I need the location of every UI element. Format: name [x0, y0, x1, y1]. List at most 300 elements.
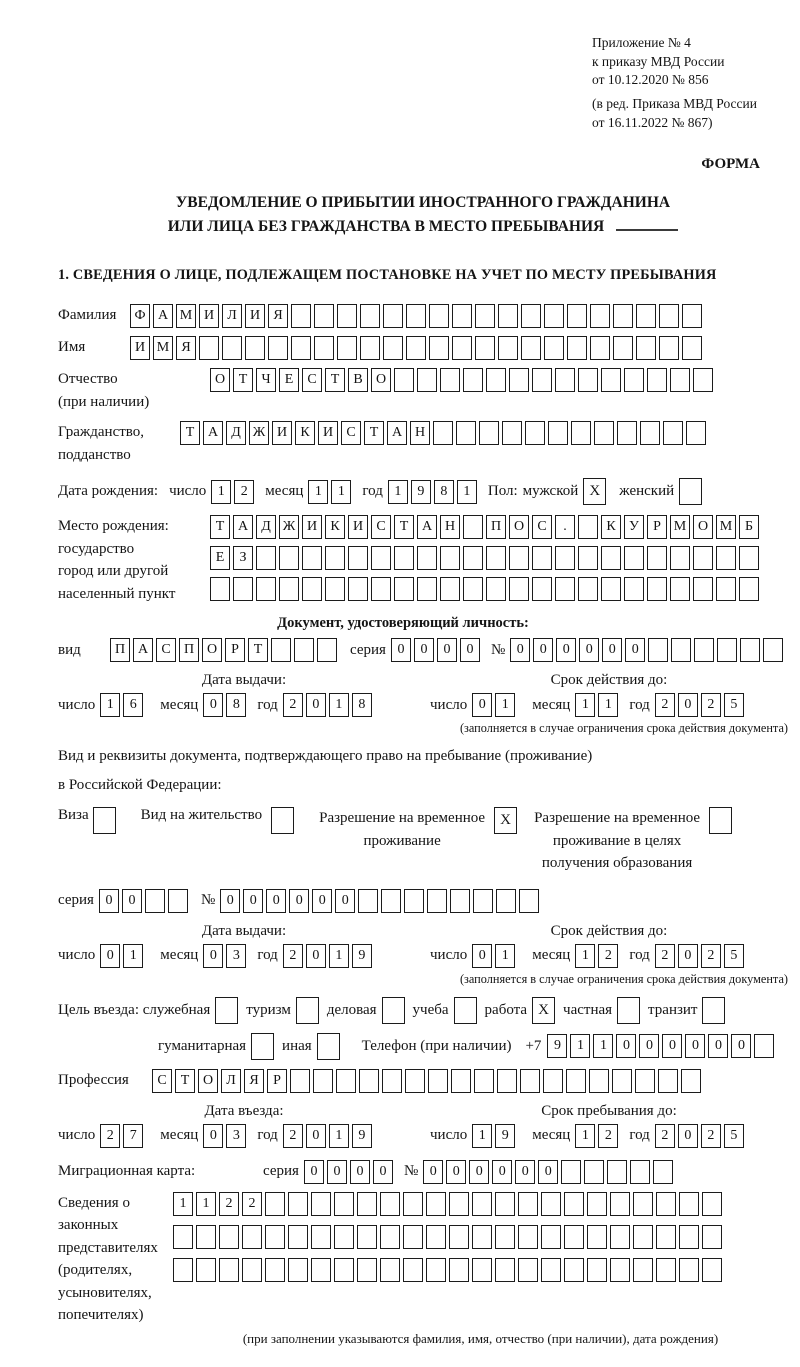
- char-cell[interactable]: [394, 546, 414, 570]
- char-cell[interactable]: [251, 1033, 274, 1060]
- char-cell[interactable]: [541, 1225, 561, 1249]
- char-cell[interactable]: [630, 1160, 650, 1184]
- char-cell[interactable]: Т: [210, 515, 230, 539]
- char-cell[interactable]: 0: [437, 638, 457, 662]
- char-cell[interactable]: [380, 1192, 400, 1216]
- char-cell[interactable]: [348, 577, 368, 601]
- char-cell[interactable]: 0: [304, 1160, 324, 1184]
- char-cell[interactable]: Б: [739, 515, 759, 539]
- char-cell[interactable]: [578, 368, 598, 392]
- char-cell[interactable]: [740, 638, 760, 662]
- char-cell[interactable]: [450, 889, 470, 913]
- char-cell[interactable]: 1: [308, 480, 328, 504]
- char-cell[interactable]: С: [302, 368, 322, 392]
- char-cell[interactable]: 1: [331, 480, 351, 504]
- char-cell[interactable]: [679, 1192, 699, 1216]
- char-cell[interactable]: И: [348, 515, 368, 539]
- char-cell[interactable]: [541, 1192, 561, 1216]
- char-cell[interactable]: [314, 304, 334, 328]
- char-cell[interactable]: [313, 1069, 333, 1093]
- char-cell[interactable]: С: [341, 421, 361, 445]
- char-cell[interactable]: [584, 1160, 604, 1184]
- char-cell[interactable]: А: [203, 421, 223, 445]
- char-cell[interactable]: [271, 638, 291, 662]
- char-cell[interactable]: X: [494, 807, 517, 834]
- char-cell[interactable]: [233, 577, 253, 601]
- char-cell[interactable]: [610, 1225, 630, 1249]
- char-cell[interactable]: Ф: [130, 304, 150, 328]
- char-cell[interactable]: 0: [492, 1160, 512, 1184]
- char-cell[interactable]: [543, 1069, 563, 1093]
- char-cell[interactable]: [682, 304, 702, 328]
- char-cell[interactable]: [561, 1160, 581, 1184]
- char-cell[interactable]: [518, 1192, 538, 1216]
- char-cell[interactable]: Т: [233, 368, 253, 392]
- char-cell[interactable]: [317, 1033, 340, 1060]
- char-cell[interactable]: [739, 546, 759, 570]
- char-cell[interactable]: [612, 1069, 632, 1093]
- char-cell[interactable]: Т: [325, 368, 345, 392]
- char-cell[interactable]: [334, 1258, 354, 1282]
- char-cell[interactable]: [291, 304, 311, 328]
- char-cell[interactable]: 0: [327, 1160, 347, 1184]
- char-cell[interactable]: 2: [219, 1192, 239, 1216]
- char-cell[interactable]: [472, 1258, 492, 1282]
- char-cell[interactable]: 1: [495, 693, 515, 717]
- char-cell[interactable]: [509, 546, 529, 570]
- char-cell[interactable]: А: [387, 421, 407, 445]
- char-cell[interactable]: Ж: [249, 421, 269, 445]
- char-cell[interactable]: [659, 336, 679, 360]
- char-cell[interactable]: [754, 1034, 774, 1058]
- char-cell[interactable]: А: [153, 304, 173, 328]
- char-cell[interactable]: [302, 577, 322, 601]
- char-cell[interactable]: [679, 478, 702, 505]
- char-cell[interactable]: [633, 1258, 653, 1282]
- char-cell[interactable]: И: [245, 304, 265, 328]
- char-cell[interactable]: И: [272, 421, 292, 445]
- char-cell[interactable]: [219, 1225, 239, 1249]
- char-cell[interactable]: 0: [446, 1160, 466, 1184]
- char-cell[interactable]: 1: [329, 944, 349, 968]
- char-cell[interactable]: А: [417, 515, 437, 539]
- char-cell[interactable]: 0: [556, 638, 576, 662]
- char-cell[interactable]: [716, 577, 736, 601]
- char-cell[interactable]: [656, 1225, 676, 1249]
- char-cell[interactable]: [498, 336, 518, 360]
- char-cell[interactable]: [624, 546, 644, 570]
- char-cell[interactable]: [357, 1258, 377, 1282]
- char-cell[interactable]: 2: [598, 944, 618, 968]
- char-cell[interactable]: 1: [457, 480, 477, 504]
- char-cell[interactable]: Л: [222, 304, 242, 328]
- char-cell[interactable]: [268, 336, 288, 360]
- char-cell[interactable]: [426, 1192, 446, 1216]
- char-cell[interactable]: 0: [122, 889, 142, 913]
- char-cell[interactable]: 8: [434, 480, 454, 504]
- char-cell[interactable]: [636, 304, 656, 328]
- char-cell[interactable]: [709, 807, 732, 834]
- char-cell[interactable]: 1: [575, 944, 595, 968]
- char-cell[interactable]: [360, 304, 380, 328]
- char-cell[interactable]: 9: [411, 480, 431, 504]
- char-cell[interactable]: [381, 889, 401, 913]
- char-cell[interactable]: Т: [364, 421, 384, 445]
- char-cell[interactable]: [406, 336, 426, 360]
- char-cell[interactable]: [394, 577, 414, 601]
- char-cell[interactable]: [624, 368, 644, 392]
- char-cell[interactable]: [610, 1192, 630, 1216]
- char-cell[interactable]: 1: [570, 1034, 590, 1058]
- char-cell[interactable]: [682, 336, 702, 360]
- char-cell[interactable]: [647, 546, 667, 570]
- char-cell[interactable]: [463, 515, 483, 539]
- char-cell[interactable]: [451, 1069, 471, 1093]
- char-cell[interactable]: [242, 1225, 262, 1249]
- char-cell[interactable]: [271, 807, 294, 834]
- char-cell[interactable]: [245, 336, 265, 360]
- char-cell[interactable]: [475, 304, 495, 328]
- char-cell[interactable]: [613, 336, 633, 360]
- char-cell[interactable]: [610, 1258, 630, 1282]
- char-cell[interactable]: [567, 336, 587, 360]
- char-cell[interactable]: 0: [373, 1160, 393, 1184]
- char-cell[interactable]: [325, 577, 345, 601]
- char-cell[interactable]: 2: [655, 693, 675, 717]
- char-cell[interactable]: 0: [510, 638, 530, 662]
- char-cell[interactable]: 0: [266, 889, 286, 913]
- char-cell[interactable]: О: [210, 368, 230, 392]
- char-cell[interactable]: [564, 1258, 584, 1282]
- char-cell[interactable]: О: [202, 638, 222, 662]
- char-cell[interactable]: 2: [100, 1124, 120, 1148]
- char-cell[interactable]: [417, 577, 437, 601]
- char-cell[interactable]: [382, 997, 405, 1024]
- char-cell[interactable]: [694, 638, 714, 662]
- char-cell[interactable]: [475, 336, 495, 360]
- char-cell[interactable]: [294, 638, 314, 662]
- char-cell[interactable]: [520, 1069, 540, 1093]
- char-cell[interactable]: Т: [394, 515, 414, 539]
- char-cell[interactable]: [302, 546, 322, 570]
- char-cell[interactable]: [479, 421, 499, 445]
- char-cell[interactable]: М: [670, 515, 690, 539]
- char-cell[interactable]: М: [153, 336, 173, 360]
- char-cell[interactable]: [497, 1069, 517, 1093]
- char-cell[interactable]: 1: [598, 693, 618, 717]
- char-cell[interactable]: [567, 304, 587, 328]
- char-cell[interactable]: Р: [225, 638, 245, 662]
- char-cell[interactable]: [337, 304, 357, 328]
- char-cell[interactable]: [663, 421, 683, 445]
- char-cell[interactable]: [486, 546, 506, 570]
- char-cell[interactable]: 0: [312, 889, 332, 913]
- char-cell[interactable]: 0: [289, 889, 309, 913]
- char-cell[interactable]: С: [371, 515, 391, 539]
- char-cell[interactable]: [496, 889, 516, 913]
- char-cell[interactable]: Т: [180, 421, 200, 445]
- char-cell[interactable]: [617, 997, 640, 1024]
- char-cell[interactable]: [601, 546, 621, 570]
- char-cell[interactable]: [633, 1225, 653, 1249]
- char-cell[interactable]: 0: [731, 1034, 751, 1058]
- char-cell[interactable]: Р: [267, 1069, 287, 1093]
- char-cell[interactable]: 0: [678, 944, 698, 968]
- char-cell[interactable]: Я: [176, 336, 196, 360]
- char-cell[interactable]: 2: [598, 1124, 618, 1148]
- char-cell[interactable]: [383, 336, 403, 360]
- char-cell[interactable]: [314, 336, 334, 360]
- char-cell[interactable]: .: [555, 515, 575, 539]
- char-cell[interactable]: О: [371, 368, 391, 392]
- char-cell[interactable]: 8: [352, 693, 372, 717]
- char-cell[interactable]: И: [318, 421, 338, 445]
- char-cell[interactable]: [601, 368, 621, 392]
- char-cell[interactable]: 0: [678, 693, 698, 717]
- char-cell[interactable]: П: [179, 638, 199, 662]
- char-cell[interactable]: [145, 889, 165, 913]
- char-cell[interactable]: Я: [244, 1069, 264, 1093]
- char-cell[interactable]: 1: [593, 1034, 613, 1058]
- char-cell[interactable]: 2: [283, 693, 303, 717]
- char-cell[interactable]: [521, 336, 541, 360]
- char-cell[interactable]: [473, 889, 493, 913]
- char-cell[interactable]: Т: [248, 638, 268, 662]
- char-cell[interactable]: [498, 304, 518, 328]
- char-cell[interactable]: [555, 368, 575, 392]
- char-cell[interactable]: [601, 577, 621, 601]
- char-cell[interactable]: [440, 368, 460, 392]
- char-cell[interactable]: 0: [414, 638, 434, 662]
- char-cell[interactable]: 0: [243, 889, 263, 913]
- char-cell[interactable]: [519, 889, 539, 913]
- char-cell[interactable]: 5: [724, 944, 744, 968]
- char-cell[interactable]: [658, 1069, 678, 1093]
- char-cell[interactable]: [380, 1225, 400, 1249]
- char-cell[interactable]: [578, 515, 598, 539]
- char-cell[interactable]: [168, 889, 188, 913]
- char-cell[interactable]: [670, 546, 690, 570]
- char-cell[interactable]: [290, 1069, 310, 1093]
- char-cell[interactable]: 0: [391, 638, 411, 662]
- char-cell[interactable]: 0: [203, 944, 223, 968]
- char-cell[interactable]: X: [532, 997, 555, 1024]
- char-cell[interactable]: 1: [173, 1192, 193, 1216]
- char-cell[interactable]: [607, 1160, 627, 1184]
- char-cell[interactable]: 1: [211, 480, 231, 504]
- char-cell[interactable]: [256, 577, 276, 601]
- char-cell[interactable]: [702, 1192, 722, 1216]
- char-cell[interactable]: Ч: [256, 368, 276, 392]
- char-cell[interactable]: 7: [123, 1124, 143, 1148]
- char-cell[interactable]: [555, 577, 575, 601]
- char-cell[interactable]: [433, 421, 453, 445]
- char-cell[interactable]: [337, 336, 357, 360]
- char-cell[interactable]: [671, 638, 691, 662]
- char-cell[interactable]: 0: [306, 1124, 326, 1148]
- char-cell[interactable]: [702, 997, 725, 1024]
- char-cell[interactable]: [405, 1069, 425, 1093]
- char-cell[interactable]: [417, 368, 437, 392]
- char-cell[interactable]: [486, 577, 506, 601]
- char-cell[interactable]: В: [348, 368, 368, 392]
- char-cell[interactable]: 0: [306, 693, 326, 717]
- char-cell[interactable]: [336, 1069, 356, 1093]
- char-cell[interactable]: [449, 1258, 469, 1282]
- char-cell[interactable]: [357, 1225, 377, 1249]
- char-cell[interactable]: [564, 1225, 584, 1249]
- char-cell[interactable]: [449, 1192, 469, 1216]
- char-cell[interactable]: [288, 1225, 308, 1249]
- char-cell[interactable]: 0: [306, 944, 326, 968]
- char-cell[interactable]: [426, 1258, 446, 1282]
- char-cell[interactable]: [521, 304, 541, 328]
- char-cell[interactable]: Я: [268, 304, 288, 328]
- char-cell[interactable]: 0: [99, 889, 119, 913]
- char-cell[interactable]: [348, 546, 368, 570]
- char-cell[interactable]: [659, 304, 679, 328]
- char-cell[interactable]: Н: [410, 421, 430, 445]
- char-cell[interactable]: [417, 546, 437, 570]
- char-cell[interactable]: 0: [203, 693, 223, 717]
- char-cell[interactable]: [518, 1225, 538, 1249]
- char-cell[interactable]: [359, 1069, 379, 1093]
- char-cell[interactable]: [449, 1225, 469, 1249]
- char-cell[interactable]: [199, 336, 219, 360]
- char-cell[interactable]: 0: [533, 638, 553, 662]
- char-cell[interactable]: 9: [547, 1034, 567, 1058]
- char-cell[interactable]: 1: [329, 1124, 349, 1148]
- char-cell[interactable]: [463, 546, 483, 570]
- char-cell[interactable]: [429, 336, 449, 360]
- char-cell[interactable]: [486, 368, 506, 392]
- char-cell[interactable]: [427, 889, 447, 913]
- char-cell[interactable]: [394, 368, 414, 392]
- char-cell[interactable]: М: [716, 515, 736, 539]
- char-cell[interactable]: Д: [226, 421, 246, 445]
- char-cell[interactable]: 9: [352, 1124, 372, 1148]
- char-cell[interactable]: [564, 1192, 584, 1216]
- char-cell[interactable]: [670, 577, 690, 601]
- char-cell[interactable]: [693, 577, 713, 601]
- char-cell[interactable]: 0: [335, 889, 355, 913]
- char-cell[interactable]: 1: [575, 1124, 595, 1148]
- char-cell[interactable]: [357, 1192, 377, 1216]
- char-cell[interactable]: 1: [100, 693, 120, 717]
- char-cell[interactable]: [371, 577, 391, 601]
- char-cell[interactable]: А: [233, 515, 253, 539]
- char-cell[interactable]: З: [233, 546, 253, 570]
- char-cell[interactable]: [640, 421, 660, 445]
- char-cell[interactable]: 0: [708, 1034, 728, 1058]
- char-cell[interactable]: [739, 577, 759, 601]
- char-cell[interactable]: П: [110, 638, 130, 662]
- char-cell[interactable]: [440, 546, 460, 570]
- char-cell[interactable]: [291, 336, 311, 360]
- char-cell[interactable]: Т: [175, 1069, 195, 1093]
- char-cell[interactable]: 0: [350, 1160, 370, 1184]
- char-cell[interactable]: [428, 1069, 448, 1093]
- char-cell[interactable]: [541, 1258, 561, 1282]
- char-cell[interactable]: [590, 336, 610, 360]
- char-cell[interactable]: [380, 1258, 400, 1282]
- char-cell[interactable]: [548, 421, 568, 445]
- char-cell[interactable]: [532, 368, 552, 392]
- char-cell[interactable]: [679, 1258, 699, 1282]
- char-cell[interactable]: М: [176, 304, 196, 328]
- char-cell[interactable]: [693, 368, 713, 392]
- char-cell[interactable]: [578, 577, 598, 601]
- char-cell[interactable]: [210, 577, 230, 601]
- char-cell[interactable]: [624, 577, 644, 601]
- char-cell[interactable]: 2: [283, 944, 303, 968]
- char-cell[interactable]: 0: [602, 638, 622, 662]
- char-cell[interactable]: [509, 577, 529, 601]
- char-cell[interactable]: О: [693, 515, 713, 539]
- char-cell[interactable]: 5: [724, 693, 744, 717]
- char-cell[interactable]: [334, 1225, 354, 1249]
- char-cell[interactable]: [173, 1225, 193, 1249]
- char-cell[interactable]: [633, 1192, 653, 1216]
- char-cell[interactable]: [544, 304, 564, 328]
- char-cell[interactable]: [383, 304, 403, 328]
- char-cell[interactable]: [265, 1192, 285, 1216]
- char-cell[interactable]: [358, 889, 378, 913]
- char-cell[interactable]: [647, 577, 667, 601]
- char-cell[interactable]: [452, 336, 472, 360]
- char-cell[interactable]: [594, 421, 614, 445]
- char-cell[interactable]: 2: [701, 1124, 721, 1148]
- char-cell[interactable]: [590, 304, 610, 328]
- char-cell[interactable]: [93, 807, 116, 834]
- char-cell[interactable]: [587, 1192, 607, 1216]
- char-cell[interactable]: Е: [210, 546, 230, 570]
- char-cell[interactable]: 0: [625, 638, 645, 662]
- char-cell[interactable]: [587, 1258, 607, 1282]
- char-cell[interactable]: 0: [423, 1160, 443, 1184]
- char-cell[interactable]: [403, 1192, 423, 1216]
- char-cell[interactable]: [311, 1258, 331, 1282]
- char-cell[interactable]: [371, 546, 391, 570]
- char-cell[interactable]: 3: [226, 944, 246, 968]
- char-cell[interactable]: [681, 1069, 701, 1093]
- char-cell[interactable]: 0: [579, 638, 599, 662]
- char-cell[interactable]: [653, 1160, 673, 1184]
- char-cell[interactable]: Н: [440, 515, 460, 539]
- char-cell[interactable]: Е: [279, 368, 299, 392]
- char-cell[interactable]: [635, 1069, 655, 1093]
- char-cell[interactable]: [360, 336, 380, 360]
- char-cell[interactable]: [571, 421, 591, 445]
- char-cell[interactable]: [288, 1192, 308, 1216]
- char-cell[interactable]: Р: [647, 515, 667, 539]
- char-cell[interactable]: [532, 577, 552, 601]
- char-cell[interactable]: 1: [388, 480, 408, 504]
- char-cell[interactable]: 0: [616, 1034, 636, 1058]
- char-cell[interactable]: [406, 304, 426, 328]
- char-cell[interactable]: 0: [515, 1160, 535, 1184]
- char-cell[interactable]: 0: [685, 1034, 705, 1058]
- char-cell[interactable]: [472, 1225, 492, 1249]
- char-cell[interactable]: 1: [495, 944, 515, 968]
- char-cell[interactable]: 2: [283, 1124, 303, 1148]
- char-cell[interactable]: [495, 1192, 515, 1216]
- char-cell[interactable]: [636, 336, 656, 360]
- char-cell[interactable]: [716, 546, 736, 570]
- char-cell[interactable]: 1: [123, 944, 143, 968]
- char-cell[interactable]: Л: [221, 1069, 241, 1093]
- char-cell[interactable]: Д: [256, 515, 276, 539]
